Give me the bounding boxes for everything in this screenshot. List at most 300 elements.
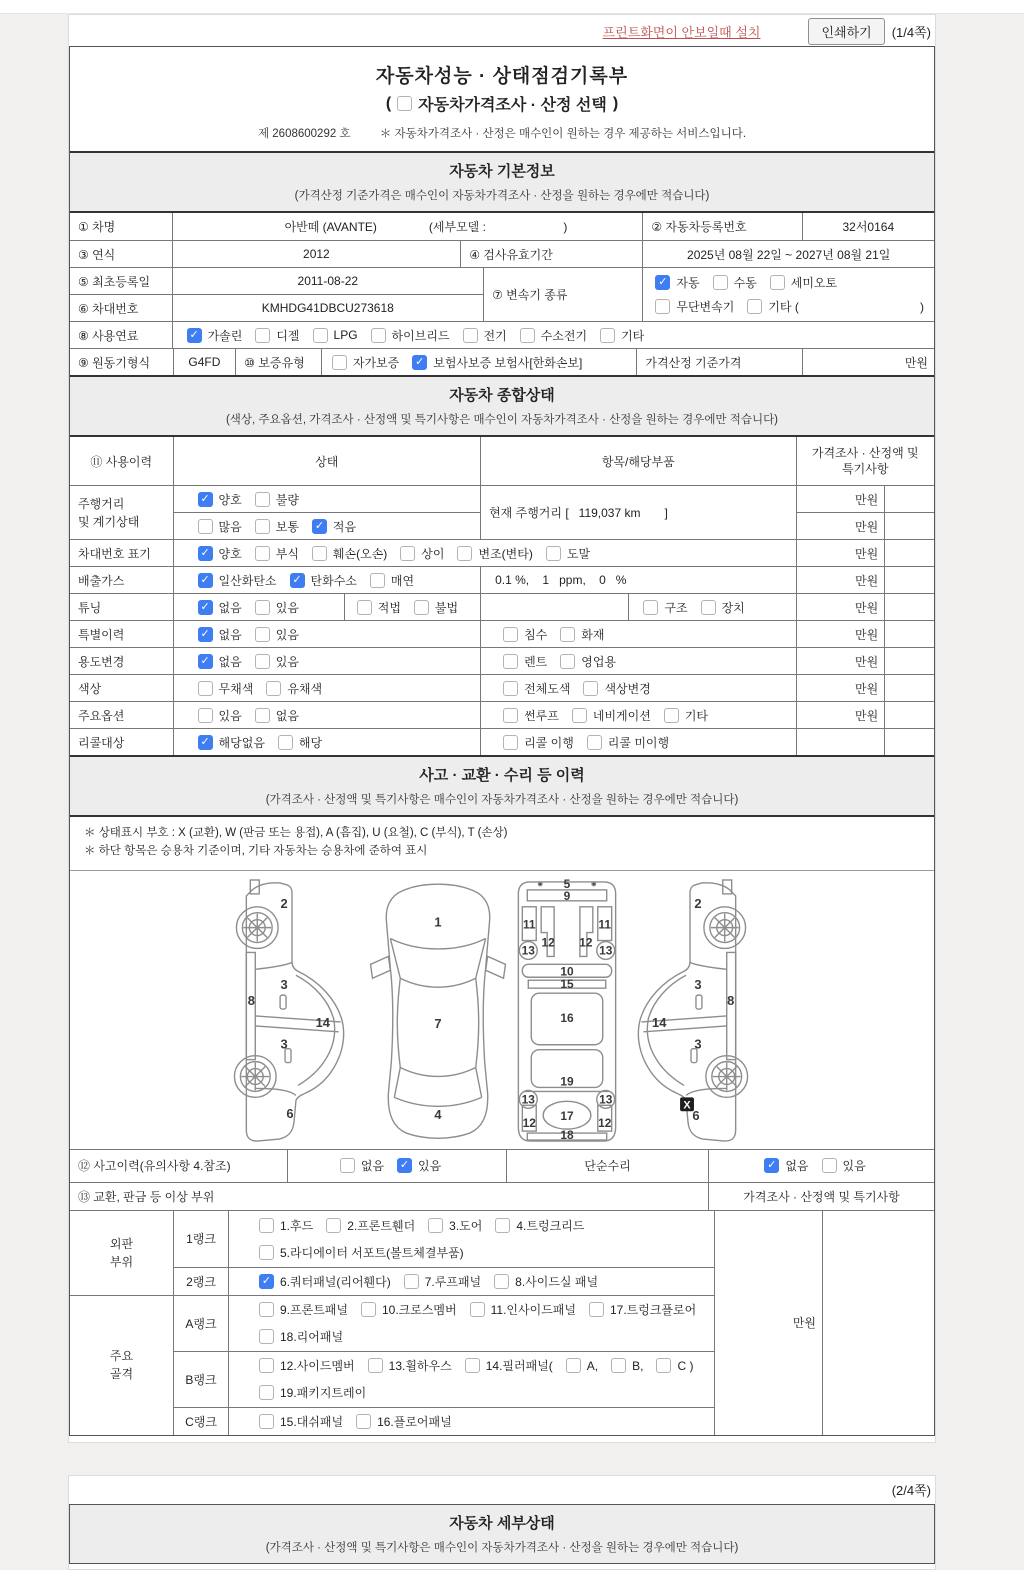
price-unit: 만원 xyxy=(796,540,885,566)
option-label: 부식 xyxy=(275,546,299,561)
comp-row-color xyxy=(70,674,934,701)
checkbox-option[interactable] xyxy=(503,626,547,643)
checkbox-option[interactable] xyxy=(198,680,254,697)
option-label: 해당 xyxy=(298,735,323,750)
paren-open: ( xyxy=(385,94,392,112)
checkbox-option[interactable] xyxy=(503,707,559,724)
checkbox-option[interactable] xyxy=(312,518,356,535)
checkbox-option[interactable] xyxy=(368,1357,452,1374)
checkbox-option[interactable] xyxy=(643,599,687,616)
recall-options xyxy=(174,734,336,751)
labels-first-vin xyxy=(70,268,172,321)
checkbox-icon xyxy=(583,681,598,696)
checkbox-icon xyxy=(259,1302,274,1317)
checkbox-option[interactable] xyxy=(326,1217,415,1234)
checkbox-option[interactable] xyxy=(600,327,644,344)
checkbox-option[interactable] xyxy=(655,298,734,315)
label-car-name: ① 차명 xyxy=(78,220,116,234)
option-label: 10.크로스멤버 xyxy=(381,1303,457,1318)
price-survey-checkbox[interactable] xyxy=(397,96,412,111)
checkbox-option[interactable] xyxy=(278,734,322,751)
checkbox-icon xyxy=(495,1218,510,1233)
checkbox-icon xyxy=(428,1218,443,1233)
exchange-panel-header-row xyxy=(70,1182,934,1210)
report-page-1 xyxy=(68,14,936,1443)
option-label: 양호 xyxy=(218,492,242,507)
checkbox-icon xyxy=(357,600,372,615)
checkbox-option[interactable] xyxy=(255,327,299,344)
group-outer-panel-l2: 부위 xyxy=(109,1254,134,1269)
accident-history-options xyxy=(340,1157,454,1174)
option-label: 가솔린 xyxy=(207,328,243,343)
checkbox-icon xyxy=(494,1274,509,1289)
option-label: 있음 xyxy=(275,627,299,642)
option-label: 3.도어 xyxy=(449,1218,483,1233)
service-note: ＊ 자동차가격조사 · 산정은 매수인이 원하는 경우 제공하는 서비스입니다. xyxy=(379,128,747,140)
checkbox-option[interactable] xyxy=(560,653,616,670)
checkbox-icon xyxy=(764,1158,779,1173)
special-kind-options xyxy=(481,626,617,643)
checkbox-icon xyxy=(572,708,587,723)
checkbox-icon xyxy=(397,1158,412,1173)
section-comprehensive-header xyxy=(70,375,934,437)
car-damage-diagram xyxy=(70,871,934,1150)
panel-number-label: 7 xyxy=(434,1015,442,1031)
option-label: A, xyxy=(586,1358,599,1373)
checkbox-option[interactable] xyxy=(412,354,582,371)
panel-number-label: 3 xyxy=(280,1036,288,1052)
checkbox-option[interactable] xyxy=(371,327,450,344)
panel-number-label: 17 xyxy=(560,1108,574,1123)
option-label: 썬루프 xyxy=(524,708,559,723)
price-unit xyxy=(796,729,885,755)
rank-1-label: 1랭크 xyxy=(173,1211,228,1267)
rank-b-label: B랭크 xyxy=(173,1351,228,1407)
form-title: 자동차성능 · 상태점검기록부 xyxy=(375,66,629,87)
option-label: 침수 xyxy=(524,627,548,642)
checkbox-option[interactable] xyxy=(259,1384,366,1401)
checkbox-icon xyxy=(770,275,785,290)
mileage-prefix: 현재 주행거리 [ xyxy=(489,506,569,520)
checkbox-icon xyxy=(655,275,670,290)
checkbox-icon xyxy=(611,1358,626,1373)
checkbox-icon xyxy=(368,1358,383,1373)
checkbox-option[interactable] xyxy=(503,680,570,697)
option-label: 14.필러패널( xyxy=(485,1359,553,1374)
comp-row-usechange xyxy=(70,647,934,674)
checkbox-option[interactable] xyxy=(259,1244,464,1261)
section-subnote: (가격조사 · 산정액 및 특기사항은 매수인이 자동차가격조사 · 산정을 원하는 경우에만 적습니다) xyxy=(265,1541,739,1554)
option-label: 하이브리드 xyxy=(391,328,450,343)
option-label: 9.프론트패널 xyxy=(280,1303,348,1318)
emission-measurement: 0.1 %, 1 ppm, 0 % xyxy=(480,567,796,593)
label-warranty-type: ⑩ 보증유형 xyxy=(235,349,321,375)
checkbox-option[interactable] xyxy=(255,653,299,670)
color-options xyxy=(174,680,336,697)
checkbox-option[interactable] xyxy=(587,734,669,751)
comp-row-recall xyxy=(70,728,934,755)
report-page-2 xyxy=(68,1475,936,1570)
print-install-link[interactable]: 프린트화면이 안보일때 설치 xyxy=(602,24,761,40)
col-header-price: 가격조사 · 산정액 및 특기사항 xyxy=(796,437,934,485)
option-label: 1.후드 xyxy=(280,1218,314,1233)
rank-price-unit: 만원 xyxy=(714,1211,822,1435)
mileage-status-cell xyxy=(173,486,481,539)
panel-number-label: 12 xyxy=(579,935,593,950)
basic-row-engine xyxy=(70,348,934,375)
rank-c-options xyxy=(229,1413,465,1430)
checkbox-option[interactable] xyxy=(503,734,574,751)
price-unit: 만원 xyxy=(796,648,885,674)
car-underbody-view xyxy=(514,877,620,1145)
label-vin-marking: 차대번호 표기 xyxy=(78,546,151,561)
panel-number-label: 15 xyxy=(560,976,574,991)
checkbox-option[interactable] xyxy=(198,545,242,562)
checkbox-icon xyxy=(463,328,478,343)
section-subnote: (가격조사 · 산정액 및 특기사항은 매수인이 자동차가격조사 · 산정을 원하는 경우에만 적습니다) xyxy=(265,794,739,806)
car-name-value: 아반떼 (AVANTE) xyxy=(284,220,377,234)
price-unit: 만원 xyxy=(796,702,885,728)
option-label: 수소전기 xyxy=(540,328,588,343)
checkbox-option[interactable] xyxy=(255,599,299,616)
checkbox-option[interactable] xyxy=(255,491,299,508)
checkbox-icon xyxy=(198,681,213,696)
option-label: 네비게이션 xyxy=(592,708,651,723)
checkbox-option[interactable] xyxy=(290,572,357,589)
page2-form xyxy=(69,1504,935,1564)
option-label: 16.플로어패널 xyxy=(377,1414,452,1429)
inspection-form xyxy=(69,46,935,1436)
checkbox-option[interactable] xyxy=(198,599,242,616)
checkbox-option[interactable] xyxy=(404,1273,481,1290)
comp-row-tuning xyxy=(70,593,934,620)
option-label: 없음 xyxy=(785,1159,809,1174)
option-label: 없음 xyxy=(218,654,242,669)
option-label: 색상변경 xyxy=(604,681,651,696)
label-recall: 리콜대상 xyxy=(78,735,125,750)
label-year: ③ 연식 xyxy=(78,247,116,262)
checkbox-option[interactable] xyxy=(546,545,590,562)
panel-number-label: 19 xyxy=(560,1074,574,1089)
checkbox-option[interactable] xyxy=(266,680,322,697)
submodel-label: (세부모델 : xyxy=(428,220,486,234)
checkbox-option[interactable] xyxy=(313,328,358,343)
form-title-block xyxy=(70,47,934,153)
option-label: 기타 xyxy=(684,708,709,723)
checkbox-icon xyxy=(747,299,762,314)
label-mileage-l1: 주행거리 xyxy=(78,496,125,511)
label-emission: 배출가스 xyxy=(78,573,125,588)
option-label: 11.인사이드패널 xyxy=(490,1303,576,1318)
status-code-note-1: ＊ 상태표시 부호 : X (교환), W (판금 또는 용접), A (흠집), U (요철), C (부식), T (손상) xyxy=(84,827,508,839)
checkbox-icon xyxy=(560,654,575,669)
checkbox-option[interactable] xyxy=(312,545,387,562)
price-unit: 만원 xyxy=(796,567,885,593)
section-title: 자동차 종합상태 xyxy=(449,387,555,404)
option-label: 있음 xyxy=(218,708,242,723)
price-unit: 만원 xyxy=(855,492,879,507)
checkbox-icon xyxy=(198,492,213,507)
checkbox-icon xyxy=(255,519,270,534)
status-code-notes xyxy=(70,817,934,871)
basic-row-reg-vin xyxy=(70,267,934,321)
print-button[interactable]: 인쇄하기 xyxy=(808,18,884,45)
option-label: 불량 xyxy=(275,492,299,507)
option-label: 리콜 미이행 xyxy=(607,735,670,750)
tuning-legality-options xyxy=(345,599,471,616)
checkbox-icon xyxy=(412,355,427,370)
checkbox-option[interactable] xyxy=(611,1358,643,1373)
checkbox-icon xyxy=(404,1274,419,1289)
checkbox-icon xyxy=(701,600,716,615)
checkbox-icon xyxy=(198,519,213,534)
group-outer-panel-l1: 외판 xyxy=(109,1236,134,1251)
checkbox-option[interactable] xyxy=(361,1301,457,1318)
panel-number-label: 3 xyxy=(694,1036,702,1052)
checkbox-icon xyxy=(255,654,270,669)
tuning-kind-options xyxy=(629,599,757,616)
checkbox-icon xyxy=(664,708,679,723)
option-label: 기타 ( xyxy=(768,300,799,314)
panel-number-label: 14 xyxy=(652,1014,667,1030)
option-label: 매연 xyxy=(390,573,415,588)
label-tuning: 튜닝 xyxy=(78,600,102,615)
checkbox-option[interactable] xyxy=(255,545,299,562)
panel-number-label: 18 xyxy=(560,1127,574,1142)
comp-row-mileage xyxy=(70,485,934,539)
checkbox-option[interactable] xyxy=(764,1157,808,1174)
option-label: 적음 xyxy=(332,519,357,534)
checkbox-option[interactable] xyxy=(463,327,507,344)
checkbox-option[interactable] xyxy=(255,626,299,643)
option-label: 6.쿼터패널(리어휀다) xyxy=(280,1274,391,1289)
checkbox-option[interactable] xyxy=(572,707,651,724)
checkbox-option[interactable] xyxy=(397,1157,441,1174)
option-label: 수동 xyxy=(733,276,757,290)
option-label: 있음 xyxy=(418,1159,442,1174)
group-outer-panel xyxy=(70,1211,173,1295)
checkbox-icon xyxy=(503,681,518,696)
label-vin: ⑥ 차대번호 xyxy=(70,294,172,321)
option-label: 장치 xyxy=(721,600,745,615)
form-subtitle xyxy=(70,92,934,115)
checkbox-option[interactable] xyxy=(370,572,414,589)
checkbox-icon xyxy=(278,735,293,750)
checkbox-icon xyxy=(255,600,270,615)
group-main-frame xyxy=(70,1295,173,1435)
price-unit: 만원 xyxy=(796,675,885,701)
option-label: 무채색 xyxy=(218,681,254,696)
label-price-special-notes: 가격조사 · 산정액 및 특기사항 xyxy=(708,1183,934,1210)
checkbox-icon xyxy=(560,627,575,642)
panel-number-label: 11 xyxy=(598,917,612,932)
panel-number-label: 12 xyxy=(598,1115,612,1130)
doc-number-line xyxy=(70,125,934,141)
checkbox-option[interactable] xyxy=(198,518,242,535)
checkbox-option[interactable] xyxy=(198,572,277,589)
checkbox-icon xyxy=(655,299,670,314)
label-fuel: ⑧ 사용연료 xyxy=(78,328,139,343)
group-main-frame-l1: 주요 xyxy=(109,1349,134,1364)
engine-type-value: G4FD xyxy=(173,349,236,375)
checkbox-option[interactable] xyxy=(400,545,444,562)
label-use-change: 용도변경 xyxy=(78,654,125,669)
checkbox-icon xyxy=(198,600,213,615)
mileage-status-row2 xyxy=(174,518,370,535)
fuel-options xyxy=(173,327,658,344)
checkbox-icon xyxy=(589,1302,604,1317)
checkbox-icon xyxy=(198,573,213,588)
checkbox-icon xyxy=(259,1329,274,1344)
checkbox-icon xyxy=(259,1218,274,1233)
panel-number-label: 13 xyxy=(599,943,613,958)
checkbox-option[interactable] xyxy=(822,1157,866,1174)
option-label: 7.루프패널 xyxy=(424,1274,482,1289)
checkbox-option[interactable] xyxy=(255,518,299,535)
section-subnote: (가격산정 기준가격은 매수인이 자동차가격조사 · 산정을 원하는 경우에만 적습니다) xyxy=(294,190,710,202)
rank-a-options xyxy=(229,1301,714,1345)
option-label: 렌트 xyxy=(524,654,548,669)
comp-row-options xyxy=(70,701,934,728)
option-label: 있음 xyxy=(842,1159,866,1174)
option-label: 4.트렁크리드 xyxy=(516,1218,585,1233)
checkbox-icon xyxy=(503,735,518,750)
checkbox-icon xyxy=(371,328,386,343)
checkbox-icon xyxy=(656,1358,671,1373)
checkbox-option[interactable] xyxy=(465,1357,553,1374)
mileage-suffix: ] xyxy=(664,505,668,520)
checkbox-option[interactable] xyxy=(589,1301,696,1318)
panel-number-label: 12 xyxy=(541,935,555,950)
checkbox-option[interactable] xyxy=(198,626,242,643)
checkbox-option[interactable] xyxy=(428,1217,482,1234)
checkbox-option[interactable] xyxy=(747,298,799,315)
checkbox-icon xyxy=(259,1358,274,1373)
price-unit: 만원 xyxy=(796,621,885,647)
first-reg-value: 2011-08-22 xyxy=(297,274,359,288)
simple-repair-options xyxy=(764,1157,878,1174)
checkbox-option[interactable] xyxy=(187,327,243,344)
checkbox-icon xyxy=(587,735,602,750)
checkbox-icon xyxy=(713,275,728,290)
checkbox-option[interactable] xyxy=(357,599,401,616)
checkbox-option[interactable] xyxy=(655,274,699,291)
rank-1-options xyxy=(229,1217,714,1261)
checkbox-option[interactable] xyxy=(259,1328,343,1345)
checkbox-icon xyxy=(259,1385,274,1400)
checkbox-option[interactable] xyxy=(664,707,708,724)
checkbox-icon xyxy=(400,546,415,561)
checkbox-option[interactable] xyxy=(701,599,745,616)
col-header-use-history: ⑪ 사용이력 xyxy=(90,454,153,469)
option-label: 2.프론트휀더 xyxy=(347,1218,416,1233)
checkbox-option[interactable] xyxy=(656,1358,693,1373)
checkbox-icon xyxy=(332,355,347,370)
checkbox-option[interactable] xyxy=(470,1301,576,1318)
checkbox-icon xyxy=(290,573,305,588)
checkbox-option[interactable] xyxy=(259,1357,355,1374)
checkbox-option[interactable] xyxy=(566,1358,598,1373)
checkbox-option[interactable] xyxy=(259,1413,343,1430)
transmission-options xyxy=(643,274,934,315)
checkbox-icon xyxy=(546,546,561,561)
label-main-options: 주요옵션 xyxy=(78,708,125,723)
checkbox-icon xyxy=(600,328,615,343)
page-indicator: (1/4쪽) xyxy=(891,24,931,40)
panel-number-label: 2 xyxy=(280,895,288,911)
checkbox-option[interactable] xyxy=(356,1413,452,1430)
checkbox-option[interactable] xyxy=(520,327,587,344)
checkbox-option[interactable] xyxy=(770,274,837,291)
option-label: 18.리어패널 xyxy=(280,1330,344,1345)
checkbox-option[interactable] xyxy=(198,491,242,508)
section-title: 자동차 기본정보 xyxy=(449,163,555,180)
checkbox-option[interactable] xyxy=(414,599,458,616)
checkbox-option[interactable] xyxy=(495,1217,584,1234)
label-mileage xyxy=(70,486,173,539)
checkbox-icon xyxy=(255,546,270,561)
mainoption-kind-options xyxy=(481,707,721,724)
checkbox-icon xyxy=(465,1358,480,1373)
checkbox-icon xyxy=(326,1218,341,1233)
checkbox-option[interactable] xyxy=(713,274,757,291)
option-label: 훼손(오손) xyxy=(332,546,388,561)
panel-number-label: 13 xyxy=(599,1091,613,1106)
option-label: 많음 xyxy=(218,519,242,534)
checkbox-option[interactable] xyxy=(332,354,399,371)
inspection-period-value: 2025년 08월 22일 ~ 2027년 08월 21일 xyxy=(642,241,934,267)
option-label: 전기 xyxy=(483,328,507,343)
checkbox-option[interactable] xyxy=(198,734,265,751)
browser-top-strip xyxy=(0,0,1024,14)
option-label: 도말 xyxy=(566,546,591,561)
option-label: 19.패키지트레이 xyxy=(280,1386,367,1401)
panel-number-label: 8 xyxy=(247,992,255,1008)
checkbox-option[interactable] xyxy=(255,707,299,724)
transmission-options-row2-list xyxy=(655,298,811,315)
panel-number-label: 6 xyxy=(286,1105,294,1121)
checkbox-option[interactable] xyxy=(457,545,532,562)
option-label: 양호 xyxy=(218,546,242,561)
panel-number-label: 4 xyxy=(434,1106,442,1122)
car-top-view xyxy=(366,877,510,1141)
checkbox-option[interactable] xyxy=(560,626,604,643)
label-first-reg: ⑤ 최초등록일 xyxy=(78,274,151,289)
status-code-note-2: ＊ 하단 항목은 승용차 기준이며, 기타 자동차는 승용차에 준하여 표시 xyxy=(84,844,428,857)
basic-row-year xyxy=(70,240,934,267)
checkbox-option[interactable] xyxy=(259,1273,391,1290)
checkbox-icon xyxy=(470,1302,485,1317)
checkbox-option[interactable] xyxy=(259,1301,348,1318)
panel-number-label: 10 xyxy=(560,963,574,978)
checkbox-option[interactable] xyxy=(198,653,242,670)
label-base-price: 가격산정 기준가격 xyxy=(636,349,801,375)
checkbox-icon xyxy=(198,546,213,561)
checkbox-option[interactable] xyxy=(503,653,547,670)
checkbox-option[interactable] xyxy=(259,1217,313,1234)
price-survey-label: 자동차가격조사 · 산정 선택 xyxy=(418,97,607,114)
reg-number-value: 32서0164 xyxy=(802,213,934,240)
label-mileage-l2: 및 계기상태 xyxy=(78,514,140,529)
checkbox-option[interactable] xyxy=(494,1273,598,1290)
option-label: 12.사이드멤버 xyxy=(280,1359,355,1374)
checkbox-option[interactable] xyxy=(198,707,242,724)
transmission-options-row1 xyxy=(655,274,934,291)
checkbox-option[interactable] xyxy=(583,680,650,697)
checkbox-icon xyxy=(503,627,518,642)
checkbox-option[interactable] xyxy=(340,1157,384,1174)
col-header-item: 항목/해당부품 xyxy=(480,437,796,485)
